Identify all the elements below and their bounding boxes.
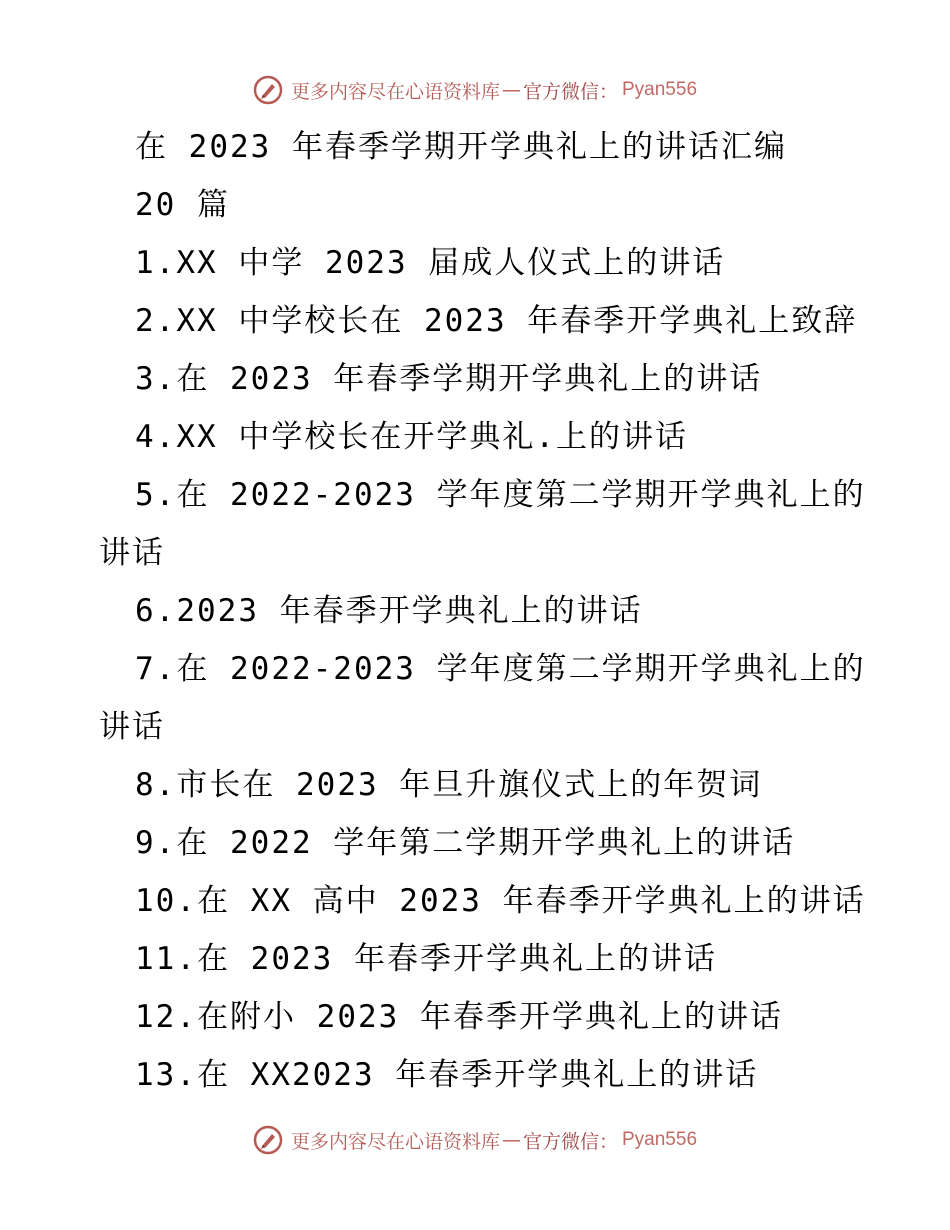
watermark-text: 更多内容尽在心语资料库 [290,1130,500,1153]
document-title-line-1: 在 2023 年春季学期开学典礼上的讲话汇编 [135,129,787,165]
list-item: 5.在 2022-2023 学年度第二学期开学典礼上的 [135,477,866,513]
list-item: 12.在附小 2023 年春季开学典礼上的讲话 [135,999,783,1035]
pen-logo-icon [253,1125,283,1155]
list-item: 3.在 2023 年春季学期开学典礼上的讲话 [135,361,763,397]
list-item: 4.XX 中学校长在开学典礼.上的讲话 [135,419,688,455]
watermark-separator: — [501,79,521,101]
document-title-line-2: 20 篇 [135,187,230,223]
watermark-separator: — [501,1129,521,1151]
footer-watermark [0,1120,950,1160]
pen-logo-icon [253,75,283,105]
watermark-id: Pyan556 [622,79,698,100]
watermark-label: 官方微信： [522,80,618,103]
list-item: 11.在 2023 年春季开学典礼上的讲话 [135,941,717,977]
header-watermark [0,70,950,110]
list-item: 6.2023 年春季开学典礼上的讲话 [135,593,643,629]
list-item-continuation: 讲话 [99,535,165,571]
watermark-text: 更多内容尽在心语资料库 [290,80,500,103]
list-item-continuation: 讲话 [99,709,165,745]
list-item: 8.市长在 2023 年旦升旗仪式上的年贺词 [135,767,763,803]
list-item: 13.在 XX2023 年春季开学典礼上的讲话 [135,1057,759,1093]
list-item: 9.在 2022 学年第二学期开学典礼上的讲话 [135,825,796,861]
watermark-id: Pyan556 [622,1129,698,1150]
watermark-label: 官方微信： [522,1130,618,1153]
list-item: 1.XX 中学 2023 届成人仪式上的讲话 [135,245,726,281]
list-item: 2.XX 中学校长在 2023 年春季开学典礼上致辞 [135,303,858,339]
list-item: 10.在 XX 高中 2023 年春季开学典礼上的讲话 [135,883,866,919]
list-item: 7.在 2022-2023 学年度第二学期开学典礼上的 [135,651,866,687]
